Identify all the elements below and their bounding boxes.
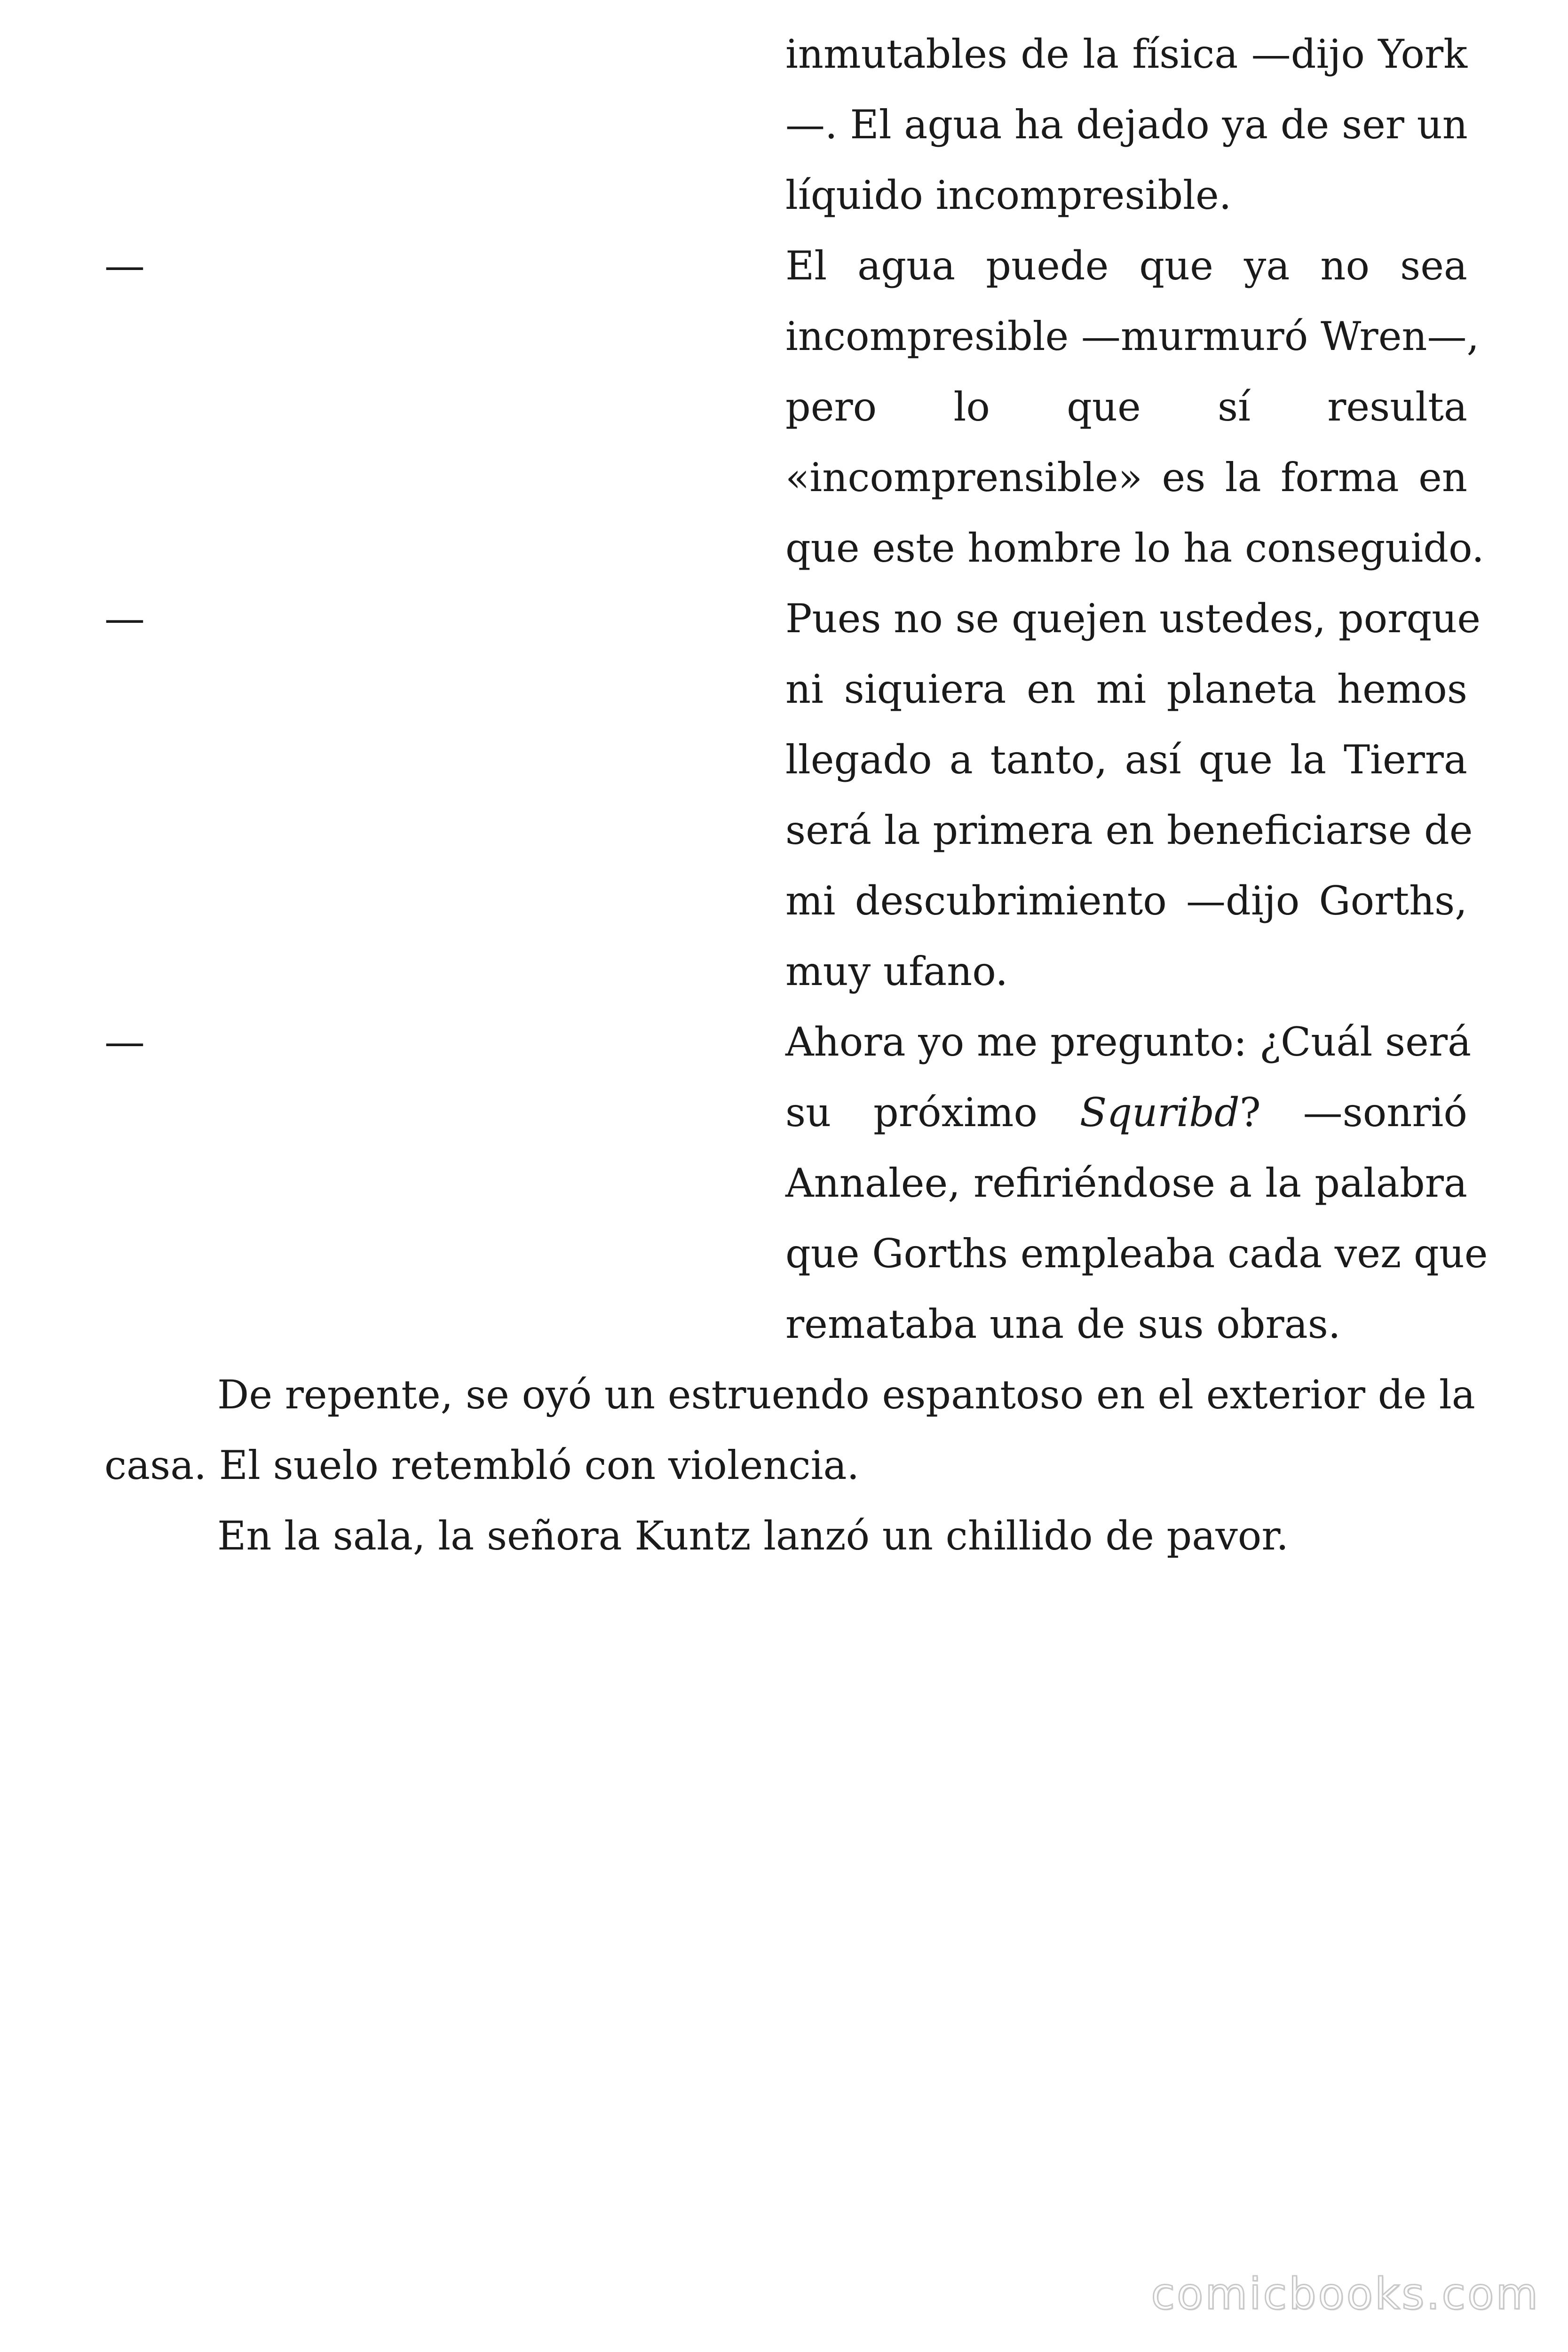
emphasis-squribd: Squribd [1079,1089,1240,1136]
text-line: Annalee, refiriéndose a la palabra [785,1160,1467,1206]
dialogue-dash: — [104,595,145,642]
text-line: llegado a tanto, así que la Tierra [785,737,1467,783]
text-line: será la primera en beneficiarse de [785,807,1473,853]
narrative-paragraph [104,1359,1475,1501]
text-line: casa. El suelo retembló con violencia. [104,1442,860,1488]
text-line: Ahora yo me pregunto: ¿Cuál será [785,1019,1472,1065]
dialogue-dash: — [104,242,145,289]
text-fragment: ? —sonrió [1239,1089,1467,1136]
text-line: mi descubrimiento —dijo Gorths, [785,878,1467,924]
text-line: El agua puede que ya no sea [785,243,1467,289]
dialogue-text [785,230,1484,583]
text-line: incompresible —murmuró Wren—, [785,313,1480,359]
text-line: líquido incompresible. [785,172,1232,218]
dialogue-text [785,1007,1488,1359]
text-line: De repente, se oyó un estruendo espantoso en el exterior de la [217,1372,1475,1418]
dialogue-text [785,19,1467,230]
dialogue-text [785,583,1481,1007]
text-line [785,1077,1467,1148]
text-line: remataba una de sus obras. [785,1301,1341,1347]
text-line: inmutables de la física —dijo York [785,31,1467,77]
text-line: que Gorths empleaba cada vez que [785,1231,1488,1277]
text-line: pero lo que sí resulta [785,384,1467,430]
dialogue-dash: — [104,1018,145,1065]
text-line: —. El agua ha dejado ya de ser un [785,102,1468,148]
text-line: muy ufano. [785,948,1008,994]
text-line: En la sala, la señora Kuntz lanzó un chillido de pavor. [217,1513,1289,1559]
text-line: que este hombre lo ha conseguido. [785,525,1484,571]
watermark: comicbooks.com [1151,2269,1540,2319]
text-line: «incomprensible» es la forma en [785,454,1467,501]
text-line: Pues no se quejen ustedes, porque [785,596,1481,642]
text-line: ni siquiera en mi planeta hemos [785,666,1467,712]
text-fragment: su próximo [785,1089,1080,1136]
narrative-paragraph [104,1501,1467,1571]
